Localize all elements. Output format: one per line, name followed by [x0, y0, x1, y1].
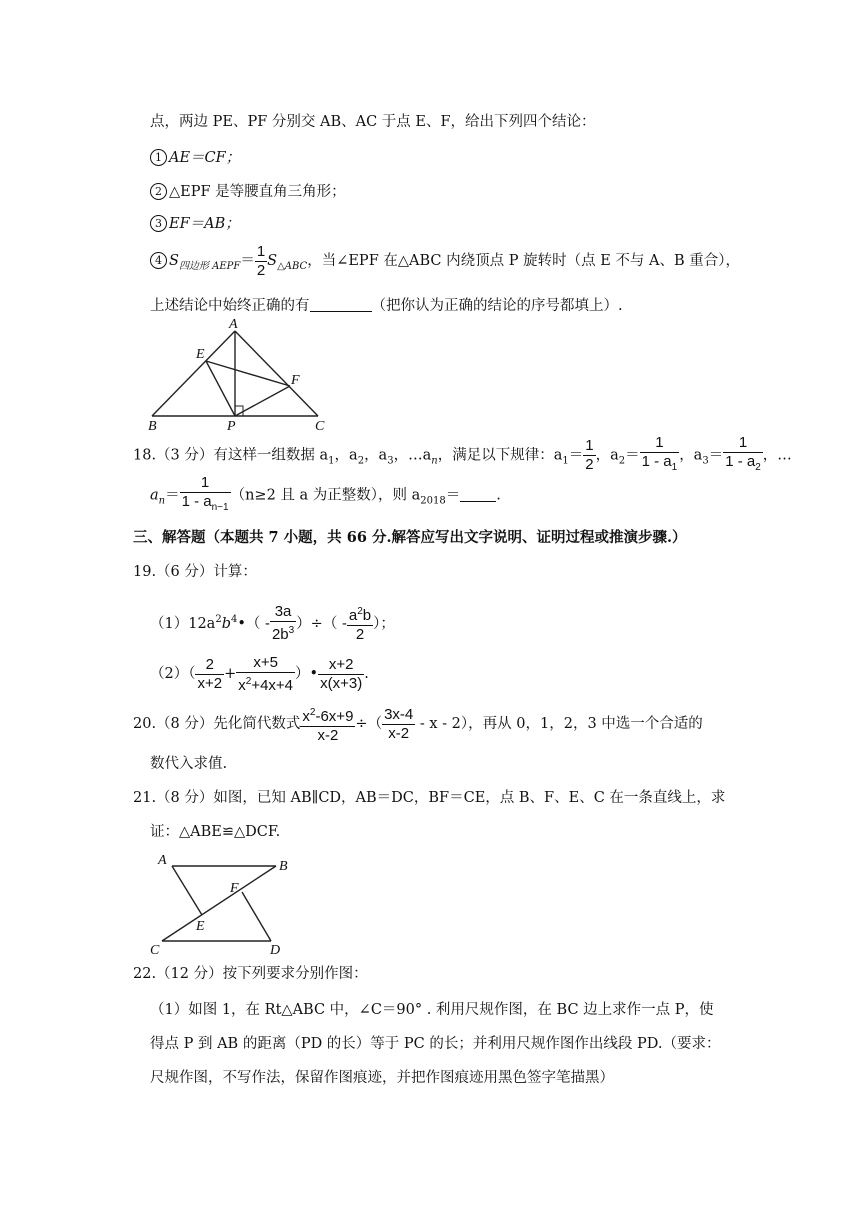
circled-number: 1: [150, 149, 167, 166]
p17-line1: 点，两边 PE、PF 分别交 AB、AC 于点 E、F，给出下列四个结论：: [150, 114, 596, 130]
fraction-a3: $\frac{1}{1 - a_2}$: [723, 434, 763, 477]
answer-blank: [310, 297, 372, 312]
label-E: E: [196, 347, 205, 362]
fraction-half: $\frac{1}{2}$: [256, 242, 266, 279]
p17-question: 上述结论中始终正确的有 （把你认为正确的结论的序号都填上）.: [150, 298, 623, 314]
section-heading: 三、解答题（本题共 7 小题，共 66 分.解答应写出文字说明、证明过程或推演步骤.）: [133, 529, 687, 546]
label-C: C: [315, 419, 325, 434]
fraction-x5: $\frac{x+5}{x^2+4x+4}$: [238, 653, 294, 694]
fraction-a2: $\frac{1}{1 - a_1}$: [640, 434, 680, 477]
p20-line1: 20.（8 分）先化简代数式 $\frac{x^2-6x+9}{x-2}$ ÷（ $\frac{3x-4}{x-2}$ - x - 2），再从 0，1，2，3 中选一个合适的: [133, 705, 703, 744]
triangle-figure: [140, 316, 340, 434]
conclusion-3: 3 EF＝AB；: [150, 214, 240, 234]
circled-number: 2: [150, 183, 167, 200]
fraction-a2b-2: $\frac{a^2b}{2}$: [348, 606, 372, 644]
p22-line2: 得点 P 到 AB 的距离（PD 的长）等于 PC 的长；并利用尺规作图作出线段 PD.（要求：: [150, 1036, 721, 1052]
label-E: E: [196, 919, 205, 934]
fraction-x2-6x9: $\frac{x^2-6x+9}{x-2}$: [302, 706, 354, 744]
p18-line2: $a_n=$ $\frac{1}{1 - a_{n-1}}$ （n≥2 且 a 为正整数），则 $a_{2018}=$ .: [150, 474, 501, 521]
conclusion-2: 2 △EPF 是等腰直角三角形；: [150, 182, 346, 202]
p18-line1: 18.（3 分）有这样一组数据 $a_1$，$a_2$，$a_3$，$\dots a_n$，满足以下规律：$a_1=$ $\frac{1}{2}$ ，$a_2=$ $\frac{1}{1 - a_1}$ ，$a_3=$ $\frac{1}{1 - a_2}$ ，…: [133, 434, 792, 481]
conclusion-1: 1 AE＝CF；: [150, 148, 240, 168]
circled-number: 3: [150, 215, 167, 232]
p19-head: 19.（6 分）计算：: [133, 564, 257, 580]
label-B: B: [148, 419, 157, 434]
p22-line3: 尺规作图，不写作法，保留作图痕迹，并把作图痕迹用黑色签字笔描黑）: [150, 1070, 614, 1086]
fraction-an: $\frac{1}{1 - a_{n-1}}$: [180, 474, 231, 517]
fraction-x2-xx3: $\frac{x+2}{x(x+3)}$: [320, 655, 363, 692]
label-B: B: [279, 859, 288, 874]
label-A: A: [158, 853, 167, 868]
label-F: F: [291, 373, 300, 388]
conclusion-4: 4 $S_{四边形 AEPF}=$ $\frac{1}{2}$ $S_{\triangle ABC}$，当∠EPF 在△ABC 内绕顶点 P 旋转时（点 E 不与 A、B 重合），: [150, 242, 740, 286]
parallel-figure: [144, 848, 294, 958]
p19-q1: $(1)12a^2b^4•$（ - $\frac{3a}{2b^3}$ ）÷（ - $\frac{a^2b}{2}$ ）；: [150, 603, 395, 644]
fraction-2-x2: $\frac{2}{x+2}$: [197, 655, 223, 692]
label-D: D: [270, 943, 281, 958]
label-F: F: [230, 881, 239, 896]
p19-q2: （2）（ $\frac{2}{x+2}$ + $\frac{x+5}{x^2+4x+4}$ ）• $\frac{x+2}{x(x+3)}$ .: [150, 653, 369, 694]
fraction-3x4: $\frac{3x-4}{x-2}$: [384, 705, 414, 742]
label-A: A: [229, 317, 238, 332]
p21-line1: 21.（8 分）如图，已知 AB∥CD，AB＝DC，BF＝CE，点 B、F、E、C 在一条直线上，求: [133, 790, 726, 806]
label-C: C: [150, 943, 160, 958]
fraction-a1: $\frac{1}{2}$: [585, 437, 594, 473]
p22-head: 22.（12 分）按下列要求分别作图：: [133, 966, 368, 982]
circled-number: 4: [150, 252, 167, 269]
answer-blank: [460, 487, 496, 502]
p21-line2: 证：△ABE≌△DCF.: [150, 824, 281, 840]
p22-line1: （1）如图 1，在 Rt△ABC 中，∠C＝90° . 利用尺规作图，在 BC 边上求作一点 P，使: [150, 1002, 714, 1018]
label-P: P: [227, 419, 236, 434]
fraction-3a-2b3: $\frac{3a}{2b^3}$: [271, 603, 295, 644]
p20-line2: 数代入求值.: [150, 756, 228, 772]
